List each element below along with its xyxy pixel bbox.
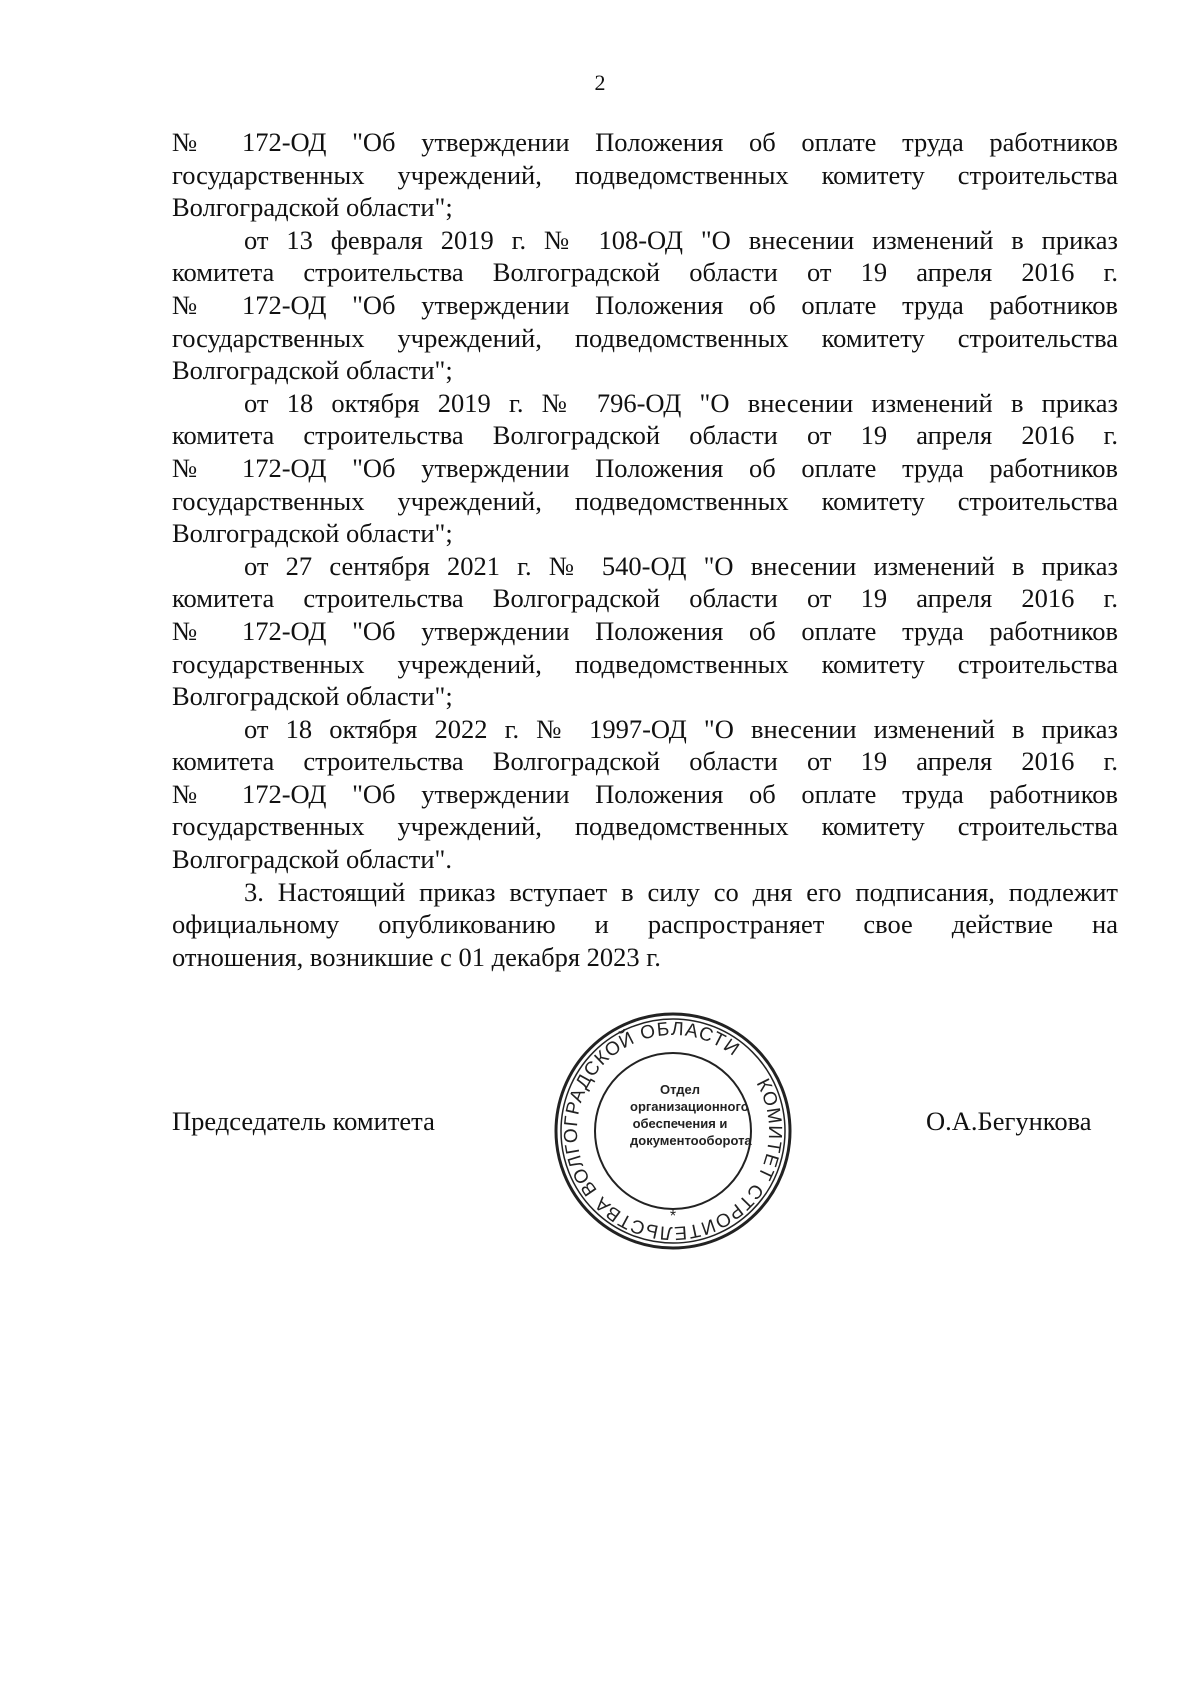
text-line: № 172-ОД "Об утверждении Положения об оплате труда работников [172, 778, 1118, 809]
text-line: Волгоградской области"; [172, 355, 453, 386]
signatory-name: О.А.Бегункова [926, 1106, 1092, 1136]
text-line: от 18 октября 2019 г. № 796-ОД "О внесении изменений в приказ [244, 387, 1118, 418]
stamp-center-line: обеспечения и [632, 1116, 728, 1131]
text-line: комитета строительства Волгоградской области от 19 апреля 2016 г. [172, 583, 1118, 614]
document-body [172, 126, 1118, 973]
page-number: 2 [594, 70, 606, 95]
text-line: № 172-ОД "Об утверждении Положения об оплате труда работников [172, 452, 1118, 483]
text-line: государственных учреждений, подведомственных комитету строительства [172, 811, 1118, 842]
text-line: официальному опубликованию и распространяет свое действие на [172, 909, 1118, 940]
text-line: государственных учреждений, подведомственных комитету строительства [172, 485, 1118, 516]
text-line: Волгоградской области". [172, 844, 452, 875]
text-line: государственных учреждений, подведомственных комитету строительства [172, 322, 1118, 353]
signatory-role: Председатель комитета [172, 1106, 435, 1136]
text-line: комитета строительства Волгоградской области от 19 апреля 2016 г. [172, 746, 1118, 777]
stamp-center-line: организационного [630, 1099, 749, 1114]
text-line: государственных учреждений, подведомственных комитету строительства [172, 648, 1118, 679]
official-stamp [548, 1006, 798, 1256]
text-line: 3. Настоящий приказ вступает в силу со дня его подписания, подлежит [244, 876, 1118, 907]
stamp-center-text [630, 1081, 752, 1149]
text-line: комитета строительства Волгоградской области от 19 апреля 2016 г. [172, 257, 1118, 288]
text-line: отношения, возникшие с 01 декабря 2023 г. [172, 941, 661, 972]
text-line: Волгоградской области"; [172, 681, 453, 712]
stamp-star: * [669, 1208, 677, 1225]
text-line: от 27 сентября 2021 г. № 540-ОД "О внесении изменений в приказ [244, 550, 1118, 581]
text-line: от 13 февраля 2019 г. № 108-ОД "О внесении изменений в приказ [244, 224, 1118, 255]
text-line: № 172-ОД "Об утверждении Положения об оплате труда работников [172, 127, 1118, 157]
text-line: комитета строительства Волгоградской области от 19 апреля 2016 г. [172, 420, 1118, 451]
text-line: № 172-ОД "Об утверждении Положения об оплате труда работников [172, 615, 1118, 646]
text-line: Волгоградской области"; [172, 518, 453, 549]
text-line: от 18 октября 2022 г. № 1997-ОД "О внесении изменений в приказ [244, 713, 1118, 744]
text-line: государственных учреждений, подведомственных комитету строительства [172, 159, 1118, 190]
stamp-center-line: Отдел [659, 1082, 701, 1097]
stamp-ring-text: КОМИТЕТ СТРОИТЕЛЬСТВА ВОЛГОГРАДСКОЙ ОБЛАСТИ [560, 1018, 786, 1244]
text-line: Волгоградской области"; [172, 192, 453, 223]
text-line: № 172-ОД "Об утверждении Положения об оплате труда работников [172, 289, 1118, 320]
stamp-center-line: документооборота [630, 1133, 752, 1148]
